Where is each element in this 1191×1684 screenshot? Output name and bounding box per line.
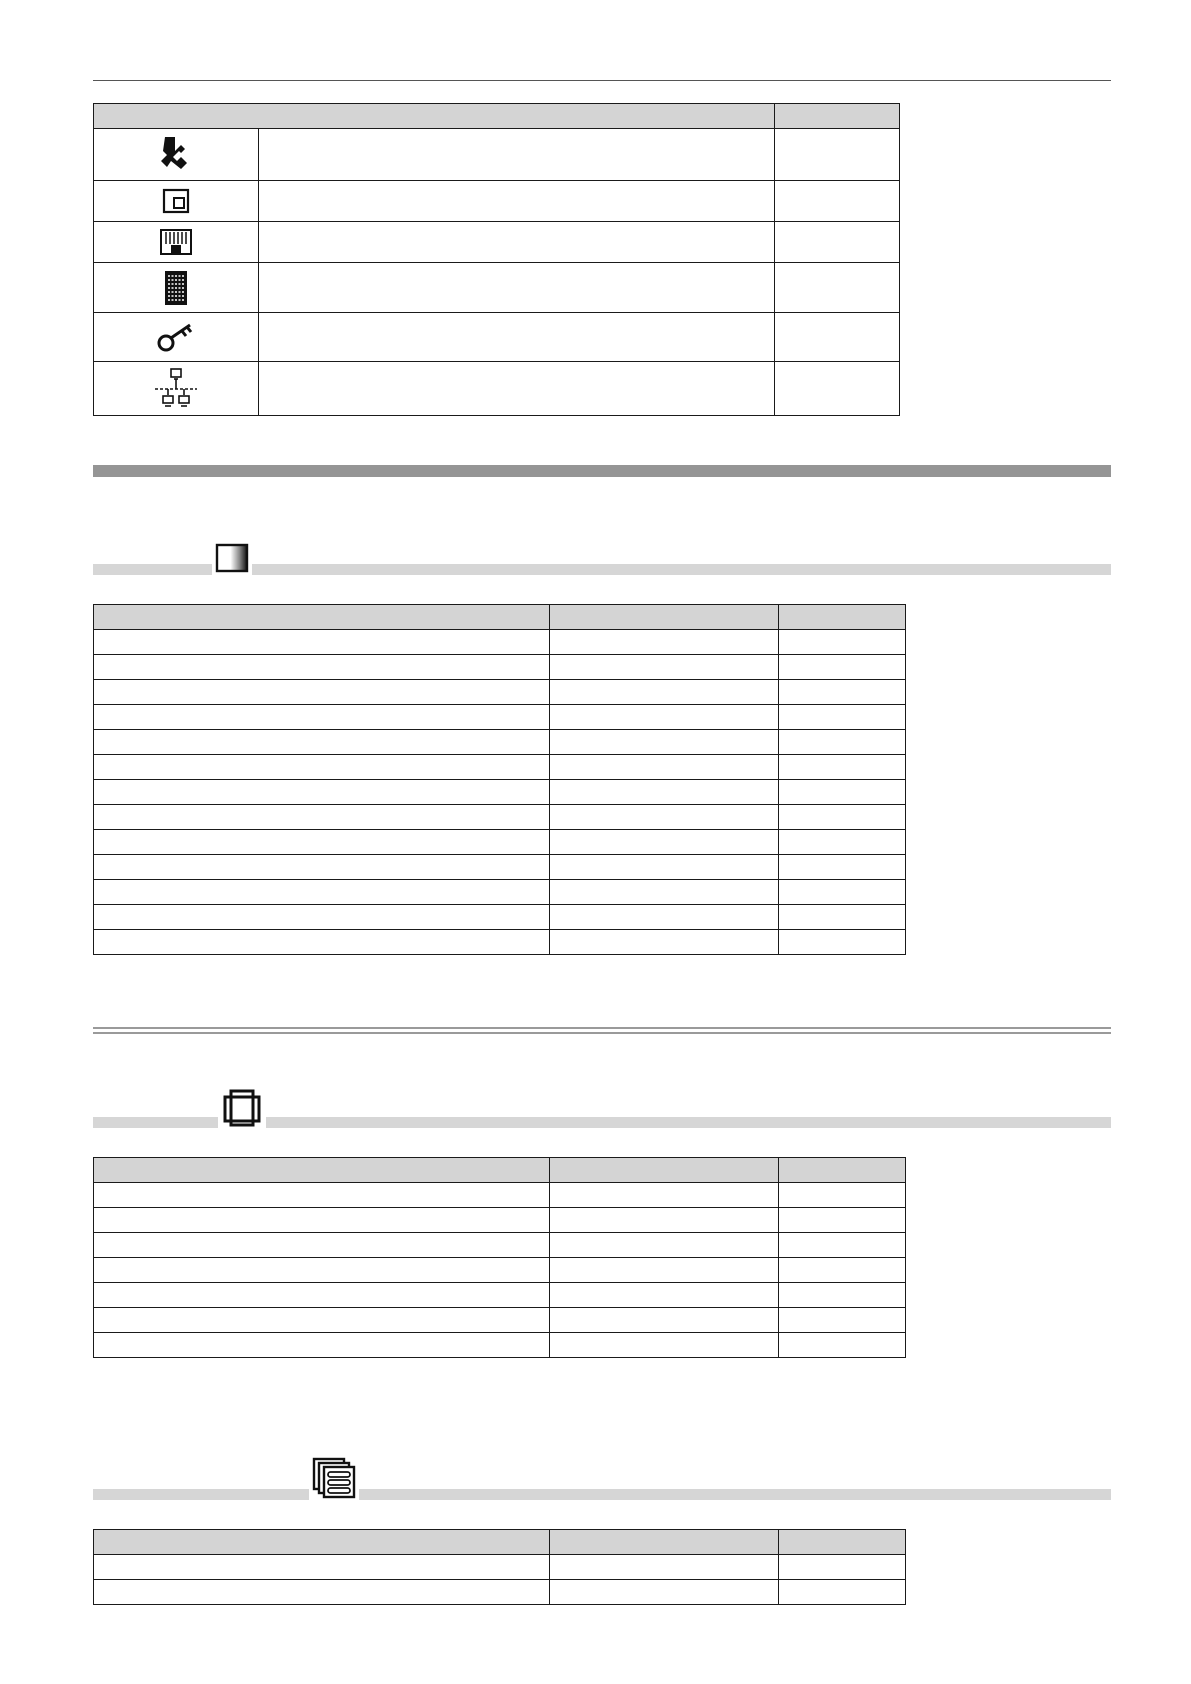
table-row bbox=[94, 905, 906, 930]
picture-in-picture-icon bbox=[162, 188, 190, 214]
header-rule bbox=[93, 80, 1111, 81]
table-cell bbox=[550, 830, 779, 855]
table-row bbox=[94, 129, 900, 181]
table-cell bbox=[94, 1580, 550, 1605]
value-cell bbox=[775, 362, 900, 416]
table-row bbox=[94, 181, 900, 222]
table-cell bbox=[94, 705, 550, 730]
table-cell bbox=[779, 730, 906, 755]
table-cell bbox=[779, 805, 906, 830]
table-cell bbox=[779, 680, 906, 705]
table-row bbox=[94, 1555, 906, 1580]
table-header-cell bbox=[550, 605, 779, 630]
icon-cell bbox=[94, 222, 259, 263]
table-cell bbox=[550, 730, 779, 755]
settings-table-1 bbox=[93, 604, 906, 955]
table-row bbox=[94, 1233, 906, 1258]
value-cell bbox=[775, 129, 900, 181]
table-row bbox=[94, 780, 906, 805]
table-cell bbox=[779, 1308, 906, 1333]
table-cell bbox=[550, 930, 779, 955]
table-row bbox=[94, 1183, 906, 1208]
table-cell bbox=[94, 1208, 550, 1233]
table-cell bbox=[550, 680, 779, 705]
table-row bbox=[94, 222, 900, 263]
table-row bbox=[94, 1258, 906, 1283]
table-row bbox=[94, 1308, 906, 1333]
value-cell bbox=[775, 313, 900, 362]
table-cell bbox=[550, 655, 779, 680]
table-cell bbox=[550, 1258, 779, 1283]
table-header-cell bbox=[94, 605, 550, 630]
description-cell bbox=[259, 181, 775, 222]
table-row bbox=[94, 705, 906, 730]
table-cell bbox=[94, 830, 550, 855]
table-row bbox=[94, 680, 906, 705]
wrench-settings-icon bbox=[159, 135, 193, 175]
table-cell bbox=[94, 1283, 550, 1308]
table-cell bbox=[94, 905, 550, 930]
settings-table-2 bbox=[93, 1157, 906, 1358]
table-cell bbox=[94, 1333, 550, 1358]
table-cell bbox=[550, 1283, 779, 1308]
table-cell bbox=[94, 880, 550, 905]
subsection-icon-holder bbox=[218, 1088, 266, 1128]
signal-list-icon bbox=[163, 269, 189, 307]
table-cell bbox=[94, 805, 550, 830]
table-row bbox=[94, 1283, 906, 1308]
table-cell bbox=[94, 655, 550, 680]
value-cell bbox=[775, 263, 900, 313]
table-cell bbox=[94, 780, 550, 805]
table-cell bbox=[94, 1555, 550, 1580]
table-cell bbox=[779, 930, 906, 955]
table-header-cell bbox=[779, 1530, 906, 1555]
table-row bbox=[94, 263, 900, 313]
table-cell bbox=[550, 1580, 779, 1605]
table-cell bbox=[94, 680, 550, 705]
table-cell bbox=[550, 855, 779, 880]
table-cell bbox=[779, 1258, 906, 1283]
subsection-icon-holder bbox=[309, 1456, 359, 1500]
section-divider-bar bbox=[93, 465, 1111, 477]
table-cell bbox=[779, 1233, 906, 1258]
table-cell bbox=[779, 780, 906, 805]
description-cell bbox=[259, 313, 775, 362]
table-cell bbox=[94, 1308, 550, 1333]
icon-cell bbox=[94, 362, 259, 416]
table-header-cell bbox=[94, 104, 775, 129]
table-cell bbox=[550, 780, 779, 805]
menu-icon-table bbox=[93, 103, 900, 416]
table-row bbox=[94, 930, 906, 955]
table-row bbox=[94, 655, 906, 680]
description-cell bbox=[259, 263, 775, 313]
table-cell bbox=[550, 630, 779, 655]
table-row bbox=[94, 313, 900, 362]
table-cell bbox=[94, 1258, 550, 1283]
table-row bbox=[94, 855, 906, 880]
subsection-bar bbox=[93, 1489, 1111, 1500]
table-cell bbox=[94, 630, 550, 655]
table-header-cell bbox=[94, 1530, 550, 1555]
test-pattern-icon bbox=[159, 228, 193, 256]
section-double-rule bbox=[93, 1027, 1111, 1034]
table-cell bbox=[94, 730, 550, 755]
table-cell bbox=[550, 1208, 779, 1233]
table-cell bbox=[94, 855, 550, 880]
table-cell bbox=[779, 1333, 906, 1358]
table-cell bbox=[779, 1208, 906, 1233]
table-cell bbox=[779, 705, 906, 730]
description-cell bbox=[259, 362, 775, 416]
table-row bbox=[94, 730, 906, 755]
table-cell bbox=[550, 805, 779, 830]
stacked-frames-icon bbox=[221, 1089, 263, 1127]
table-header-cell bbox=[779, 605, 906, 630]
table-cell bbox=[550, 905, 779, 930]
table-cell bbox=[779, 905, 906, 930]
icon-cell bbox=[94, 129, 259, 181]
table-cell bbox=[779, 1283, 906, 1308]
table-cell bbox=[550, 755, 779, 780]
table-cell bbox=[550, 1333, 779, 1358]
table-row bbox=[94, 755, 906, 780]
table-cell bbox=[779, 655, 906, 680]
table-cell bbox=[94, 930, 550, 955]
table-cell bbox=[94, 1233, 550, 1258]
table-cell bbox=[550, 1555, 779, 1580]
table-header-row bbox=[94, 104, 900, 129]
table-cell bbox=[94, 755, 550, 780]
table-row bbox=[94, 1208, 906, 1233]
settings-table-3 bbox=[93, 1529, 906, 1605]
table-header-row bbox=[94, 1530, 906, 1555]
network-icon bbox=[153, 367, 199, 411]
table-row bbox=[94, 1580, 906, 1605]
table-cell bbox=[779, 1183, 906, 1208]
table-row bbox=[94, 362, 900, 416]
stacked-list-icon bbox=[312, 1457, 356, 1499]
table-row bbox=[94, 805, 906, 830]
table-cell bbox=[94, 1183, 550, 1208]
table-cell bbox=[779, 880, 906, 905]
value-cell bbox=[775, 222, 900, 263]
icon-cell bbox=[94, 313, 259, 362]
table-cell bbox=[779, 1580, 906, 1605]
table-header-cell bbox=[94, 1158, 550, 1183]
table-cell bbox=[550, 880, 779, 905]
description-cell bbox=[259, 222, 775, 263]
table-header-cell bbox=[550, 1530, 779, 1555]
table-row bbox=[94, 1333, 906, 1358]
key-security-icon bbox=[156, 321, 196, 353]
icon-cell bbox=[94, 263, 259, 313]
table-cell bbox=[779, 1555, 906, 1580]
table-row bbox=[94, 880, 906, 905]
table-header-row bbox=[94, 605, 906, 630]
subsection-icon-holder bbox=[212, 541, 252, 575]
gradient-square-icon bbox=[215, 543, 249, 573]
icon-cell bbox=[94, 181, 259, 222]
table-cell bbox=[550, 1183, 779, 1208]
table-row bbox=[94, 830, 906, 855]
table-header-cell bbox=[779, 1158, 906, 1183]
description-cell bbox=[259, 129, 775, 181]
table-header-cell bbox=[775, 104, 900, 129]
table-row bbox=[94, 630, 906, 655]
table-cell bbox=[779, 855, 906, 880]
table-cell bbox=[779, 830, 906, 855]
table-cell bbox=[550, 705, 779, 730]
table-cell bbox=[779, 755, 906, 780]
table-cell bbox=[550, 1233, 779, 1258]
value-cell bbox=[775, 181, 900, 222]
table-header-row bbox=[94, 1158, 906, 1183]
table-cell bbox=[779, 630, 906, 655]
table-header-cell bbox=[550, 1158, 779, 1183]
table-cell bbox=[550, 1308, 779, 1333]
